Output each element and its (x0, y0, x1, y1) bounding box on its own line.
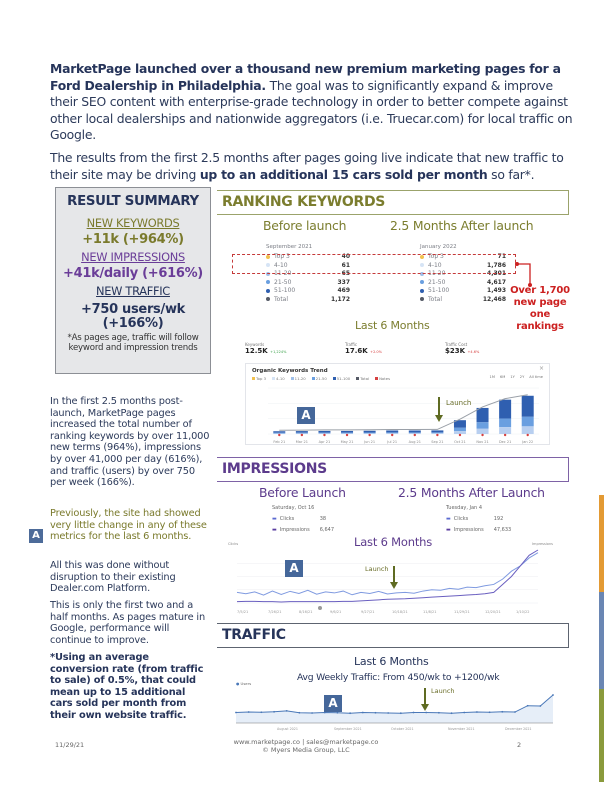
impressions-before-label: Before Launch (259, 485, 346, 500)
x-tick-label: 8/16/21 (299, 610, 313, 614)
keyword-row-value: 12,468 (482, 295, 506, 303)
metric-card (445, 342, 525, 360)
legend-dot-icon (420, 289, 424, 293)
legend-dot-icon (420, 280, 424, 284)
note-marker (301, 434, 303, 436)
new-impressions-label: NEW IMPRESSIONS (81, 250, 185, 264)
bar-segment (454, 431, 466, 434)
keyword-row (420, 279, 506, 288)
x-tick-label: Aug 21 (408, 440, 421, 444)
impressions-after-label: 2.5 Months After Launch (398, 485, 545, 500)
note-marker (391, 434, 393, 436)
bar-segment (296, 433, 308, 434)
keyword-row-label: 51-100 (420, 287, 449, 296)
before-clicks-label: Clicks (279, 516, 295, 522)
keyword-metrics-strip (245, 342, 545, 360)
keyword-row-label: Top 3 (266, 253, 290, 262)
x-tick-label: Oct 21 (454, 440, 466, 444)
x-tick-label: 1/10/22 (516, 610, 530, 614)
metric-delta: +4.6% (467, 350, 480, 354)
trend-range-option[interactable]: 2Y (519, 375, 525, 379)
keyword-row-value: 61 (341, 261, 350, 269)
keywords-before-table (266, 244, 350, 304)
metric-delta: +1,224% (270, 350, 287, 354)
keyword-row-value: 71 (497, 253, 506, 260)
trend-legend-item[interactable]: 11-20 (291, 376, 306, 381)
new-keywords-value: +11k (+964%) (82, 232, 184, 247)
x-tick-label: 7/26/21 (268, 610, 282, 614)
after-tooltip-date: Tuesday, Jan 4 (446, 505, 482, 511)
legend-dot-icon (266, 297, 270, 301)
trend-range-option[interactable]: 1M (489, 375, 495, 379)
users-point (438, 712, 440, 714)
trend-legend-item[interactable]: 21-50 (312, 376, 327, 381)
traffic-header: TRAFFIC (217, 623, 569, 648)
trend-range-selector (490, 375, 543, 379)
x-tick-label: 7/5/21 (237, 610, 249, 614)
narrative-paragraph-4: This is only the first two and a half months. As pages mature in Google, performance will continue to improve. (50, 600, 206, 646)
trend-legend-item[interactable]: 4-10 (272, 376, 285, 381)
x-tick-label: September 2021 (334, 727, 362, 731)
keyword-row-label: 4-10 (266, 262, 288, 271)
note-marker (459, 434, 461, 436)
close-icon[interactable]: × (538, 365, 544, 372)
keywords-after-title: January 2022 (420, 244, 457, 250)
summary-note: *As pages age, traffic will follow keyword and impression trends (67, 333, 199, 354)
bar-segment (477, 422, 489, 429)
keyword-row-label: 11-20 (266, 270, 291, 279)
x-tick-label: December 2021 (505, 727, 532, 731)
metric-label: Traffic Cost (445, 342, 468, 347)
x-tick-label: Jun 21 (364, 440, 376, 444)
x-tick-label: May 21 (340, 440, 354, 444)
ranking-last-6-months: Last 6 Months (355, 319, 430, 332)
x-tick-label: 11/29/21 (454, 610, 470, 614)
users-point (375, 712, 377, 714)
x-tick-label: Mar 21 (295, 440, 308, 444)
organic-keywords-trend-panel (245, 363, 550, 445)
metric-delta: +2.0% (370, 350, 382, 354)
users-legend: ● Users (236, 681, 252, 686)
users-point (514, 711, 516, 713)
x-tick-label: 10/18/21 (392, 610, 408, 614)
new-traffic-value: +750 users/wk (80, 302, 186, 317)
note-marker (504, 434, 506, 436)
metric-value: 12.5K +1,224% (245, 347, 287, 355)
note-marker (346, 434, 348, 436)
keyword-row-value: 40 (341, 253, 350, 260)
x-tick-label: 9/27/21 (361, 610, 375, 614)
after-clicks-label: Clicks (453, 516, 469, 522)
users-point (349, 712, 351, 714)
keyword-row (266, 287, 350, 296)
impressions-launch-label: Launch (365, 565, 389, 573)
chart-badge-a-icon: A (297, 407, 315, 424)
side-bar-blue (599, 592, 604, 689)
intro-paragraph-2 (50, 150, 580, 183)
impressions-before-tooltip: Saturday, Oct 16 ▬ Clicks 38 ▬ Impressions 6,647 (272, 505, 362, 533)
users-point (260, 711, 262, 713)
keyword-row-label: 21-50 (266, 279, 291, 288)
traffic-area-chart (232, 686, 557, 732)
footer-contact-block (226, 738, 386, 754)
footer-copyright: © Myers Media Group, LLC (262, 746, 350, 754)
trend-range-option[interactable]: 1Y (510, 375, 515, 379)
note-marker (481, 434, 483, 436)
trend-legend-item[interactable]: Top 3 (252, 376, 266, 381)
note-marker (323, 434, 325, 436)
after-impressions-value: 47,633 (493, 527, 512, 533)
summary-title: RESULT SUMMARY (67, 194, 199, 209)
x-tick-label: 9/6/21 (330, 610, 342, 614)
users-point (273, 711, 275, 713)
users-point (413, 712, 415, 714)
keyword-row-value: 1,786 (487, 261, 506, 269)
narrative-paragraph-2: Previously, the site had showed very little change in any of these metrics for the last 6 months. (50, 508, 207, 543)
keyword-row-value: 4,617 (487, 278, 506, 286)
intro-p2-end: so far*. (487, 166, 535, 182)
trend-range-option[interactable]: 6M (499, 375, 506, 379)
keyword-row-label: 21-50 (420, 279, 445, 288)
metric-card (345, 342, 425, 360)
traffic-launch-label: Launch (431, 687, 455, 695)
metric-value: $23K +4.6% (445, 347, 480, 355)
keywords-launch-label: Launch (446, 399, 472, 407)
x-tick-label: August 2021 (277, 727, 298, 731)
x-tick-label: Jul 21 (387, 440, 398, 444)
clicks-axis-title: Clicks (228, 542, 239, 546)
bar-segment (409, 430, 421, 432)
keyword-row-label: 4-10 (420, 262, 442, 271)
ranking-before-label: Before launch (263, 218, 347, 233)
users-line (236, 695, 553, 713)
bar-segment (499, 427, 511, 434)
narrative-footnote: *Using an average conversion rate (from traffic to sale) of 0.5%, that could mean up to 15 additional cars sold per month from their own website traffic. (50, 652, 204, 721)
after-impressions-label: Impressions (453, 527, 484, 533)
keyword-row-label: 51-100 (266, 287, 295, 296)
users-point (235, 712, 237, 714)
bar-segment (431, 430, 443, 432)
footer-page-number: 2 (517, 741, 522, 749)
traffic-subtitle: Avg Weekly Traffic: From 450/wk to +1200/wk (297, 672, 500, 683)
keyword-row-label: Top 3 (420, 253, 444, 262)
impressions-header: IMPRESSIONS (217, 457, 569, 482)
users-area (236, 695, 553, 723)
bar-segment (454, 428, 466, 431)
narrative-paragraph-1: In the first 2.5 months post-launch, MarketPage pages increased the total number of ranking keywords by over 11,000 new terms (964%), impressions by over 41,000 per day (616%), and traffic (users) by over 750 per week (166%). (50, 396, 210, 489)
bar-segment (499, 419, 511, 428)
ranking-keywords-header: RANKING KEYWORDS (217, 190, 569, 215)
impressions-last-6-months: Last 6 Months (354, 535, 433, 549)
before-tooltip-date: Saturday, Oct 16 (272, 505, 315, 511)
bar-segment (522, 426, 534, 434)
trend-title: Organic Keywords Trend (252, 368, 328, 374)
annotation-marker (318, 606, 322, 610)
users-point (451, 712, 453, 714)
intro-p2-start: The results from the first 2.5 months after pages going live indicate that new traffic to their site may be driving (50, 149, 564, 182)
keyword-row (266, 296, 350, 305)
keywords-trend-chart (246, 382, 551, 446)
x-tick-label: Nov 21 (476, 440, 489, 444)
note-marker (436, 434, 438, 436)
keyword-row (420, 287, 506, 296)
ranking-after-label: 2.5 Months After launch (390, 218, 534, 233)
new-keywords-label: NEW KEYWORDS (86, 216, 180, 230)
intro-lead-rest: The goal was to significantly expand & improve their SEO content with enterprise-grade technology in order to better compete against other local dealerships and nationwide aggregators (i.e. Truecar.com) for local traffic on Google. (50, 77, 573, 143)
users-legend-label: Users (240, 681, 252, 686)
x-tick-label: Apr 21 (318, 440, 331, 444)
keywords-before-title: September 2021 (266, 244, 313, 250)
bar-segment (273, 433, 285, 434)
users-point (286, 710, 288, 712)
metric-label: Traffic (345, 342, 358, 347)
bar-segment (364, 433, 376, 434)
impressions-badge-a-icon: A (285, 560, 303, 577)
keyword-row-value: 1,493 (487, 287, 506, 294)
bar-segment (341, 431, 353, 433)
users-point (527, 705, 529, 707)
bar-segment (386, 430, 398, 432)
note-marker (278, 434, 280, 436)
bar-segment (273, 431, 285, 433)
x-tick-label: October 2021 (391, 727, 414, 731)
users-point (539, 705, 541, 707)
bar-segment (409, 432, 421, 433)
note-marker (368, 434, 370, 436)
note-marker (414, 434, 416, 436)
bar-segment (522, 396, 534, 417)
impressions-launch-arrow-icon (389, 566, 399, 590)
new-impressions-value: +41k/daily (+616%) (63, 266, 203, 281)
trend-legend-item[interactable]: 51-100 (333, 376, 350, 381)
intro-p2-bold: up to an additional 15 cars sold per month (199, 166, 488, 182)
x-tick-label: Jan 22 (522, 440, 534, 444)
note-marker (527, 434, 529, 436)
new-traffic-label: NEW TRAFFIC (96, 284, 170, 298)
intro-text (50, 61, 580, 189)
metric-value: 17.6K +2.0% (345, 347, 382, 355)
bar-segment (296, 431, 308, 433)
before-clicks-value: 38 (319, 516, 327, 522)
bar-segment (477, 429, 489, 434)
keyword-row-value: 469 (337, 287, 350, 294)
bar-segment (499, 400, 511, 419)
users-point (362, 712, 364, 714)
side-bar-green (599, 689, 604, 782)
footer-contact: www.marketpage.co | sales@marketpage.co (233, 738, 379, 746)
impressions-axis-title: Impressions (532, 542, 553, 546)
impressions-after-tooltip: Tuesday, Jan 4 ▬ Clicks 192 ▬ Impressions 47,633 (446, 505, 536, 533)
intro-paragraph-1 (50, 61, 580, 144)
metric-card (245, 342, 325, 360)
highlight-dashed-box (232, 254, 516, 274)
bar-segment (431, 432, 443, 433)
keyword-row (420, 296, 506, 305)
users-point (489, 711, 491, 713)
keyword-row-value: 1,172 (331, 295, 350, 303)
users-point (337, 712, 339, 714)
footer-date: 11/29/21 (55, 741, 85, 749)
traffic-badge-a-icon: A (324, 695, 342, 712)
callout-connector (515, 258, 535, 288)
users-point (248, 711, 250, 713)
x-tick-label: 11/8/21 (423, 610, 437, 614)
users-point (501, 711, 503, 713)
users-point (552, 694, 554, 696)
keyword-row-label: Total (420, 296, 442, 305)
users-point (387, 712, 389, 714)
keyword-row-value: 337 (337, 278, 350, 286)
bar-segment (477, 408, 489, 422)
bar-segment (318, 431, 330, 433)
bar-segment (364, 431, 376, 433)
trend-legend-item[interactable]: Notes (375, 376, 390, 381)
total-line (279, 395, 527, 430)
x-tick-label: Dec 21 (498, 440, 512, 444)
traffic-launch-arrow-icon (420, 688, 430, 712)
x-tick-label: 12/20/21 (485, 610, 501, 614)
keyword-row-label: Total (266, 296, 288, 305)
trend-legend (252, 376, 390, 381)
bar-segment (386, 432, 398, 433)
legend-dot-icon (420, 297, 424, 301)
before-impressions-value: 6,647 (319, 527, 335, 533)
keyword-row-value: 65 (341, 270, 350, 277)
x-tick-label: Sep 21 (431, 440, 444, 444)
keyword-row-label: 11-20 (420, 270, 445, 279)
new-traffic-percent: (+166%) (102, 316, 164, 331)
users-point (311, 712, 313, 714)
metric-label: Keywords (245, 342, 265, 347)
page-one-rankings-callout: Over 1,700 new page one rankings (510, 285, 570, 332)
traffic-last-6-months: Last 6 Months (354, 655, 429, 668)
side-bar-orange (599, 495, 604, 592)
x-tick-label: November 2021 (448, 727, 475, 731)
users-point (299, 712, 301, 714)
users-point (400, 712, 402, 714)
users-point (476, 711, 478, 713)
launch-arrow-icon (434, 397, 444, 423)
users-point (463, 712, 465, 714)
x-tick-label: Feb 21 (273, 440, 286, 444)
keyword-row (266, 279, 350, 288)
intro-lead-bold: MarketPage launched over a thousand new premium marketing pages for a Ford Dealership in Philadelphia. (50, 61, 561, 93)
narrative-paragraph-3: All this was done without disruption to their existing Dealer.com Platform. (50, 560, 176, 595)
bar-segment (318, 433, 330, 434)
bar-segment (522, 417, 534, 427)
trend-range-option[interactable]: All time (529, 375, 543, 379)
keyword-row-value: 4,301 (487, 270, 506, 277)
trend-legend-item[interactable]: Total (356, 376, 369, 381)
before-impressions-label: Impressions (279, 527, 310, 533)
series-line-clicks (237, 553, 538, 595)
legend-dot-icon (266, 280, 270, 284)
bar-segment (341, 433, 353, 434)
badge-a-icon: A (29, 529, 43, 543)
callout-line (517, 264, 530, 285)
after-clicks-value: 192 (493, 516, 504, 522)
result-summary-box (55, 187, 211, 374)
legend-dot-icon (266, 289, 270, 293)
keywords-after-table (420, 244, 506, 304)
